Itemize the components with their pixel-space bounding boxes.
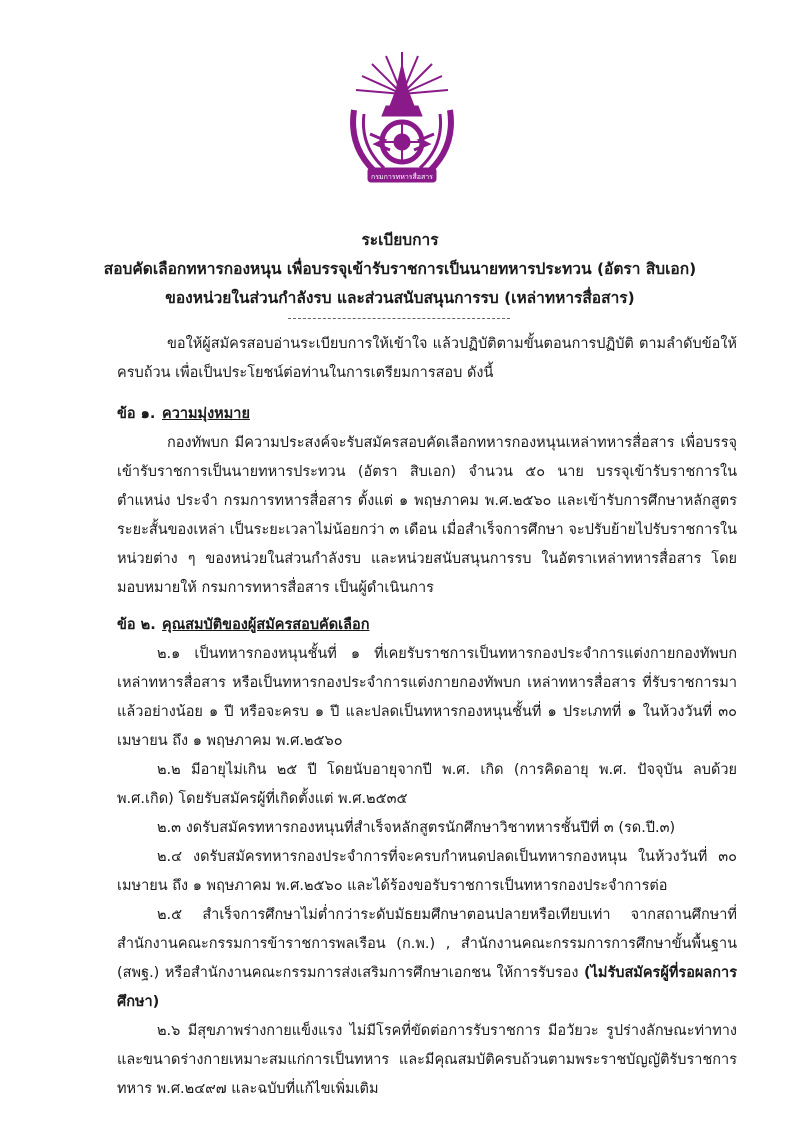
section-2-number: ข้อ ๒. (117, 617, 156, 633)
section-2-item-5-note: (ไม่รับสมัครผู้ที่รอผลการศึกษา) (117, 965, 737, 1010)
section-2-item-3: ๒.๓ งดรับสมัครทหารกองหนุนที่สำเร็จหลักสูตรนักศึกษาวิชาทหารชั้นปีที่ ๓ (รด.ปี.๓) (157, 820, 676, 836)
section-1-heading (117, 400, 737, 429)
emblem-logo (340, 50, 465, 190)
section-2-item-5-text: ๒.๕ สำเร็จการศึกษาไม่ต่ำกว่าระดับมัธยมศึกษาตอนปลายหรือเทียบเท่า จากสถานศึกษาที่สำนักงานคณะกรรมการข้าราชการพลเรือน (ก.พ.) , สำนักงานคณะกรรมการการศึกษาขั้นพื้นฐาน (สพฐ.) หรือสำนักงานคณะกรรมการส่งเสริมการศึกษาเอกชน ให้การรับรอง (117, 907, 737, 981)
section-1-text: กองทัพบก มีความประสงค์จะรับสมัครสอบคัดเลือกทหารกองหนุนเหล่าทหารสื่อสาร เพื่อบรรจุเข้ารับราชการเป็นนายทหารประทวน (อัตรา สิบเอก) จำนวน ๕๐ นาย บรรจุเข้ารับราชการในตำแหน่ง ประจำ กรมการทหารสื่อสาร ตั้งแต่ ๑ พฤษภาคม พ.ศ.๒๕๖๐ และเข้ารับการศึกษาหลักสูตรระยะสั้นของเหล่า เป็นระยะเวลาไม่น้อยกว่า ๓ เดือน เมื่อสำเร็จการศึกษา จะปรับย้ายไปรับราชการในหน่วยต่าง ๆ ของหน่วยในส่วนกำลังรบ และหน่วยสนับสนุนการรบ ในอัตราเหล่าทหารสื่อสาร โดยมอบหมายให้ กรมการทหารสื่อสาร เป็นผู้ดำเนินการ (117, 435, 737, 596)
section-2-heading (117, 611, 737, 640)
section-2-item-2: ๒.๒ มีอายุไม่เกิน ๒๕ ปี โดยนับอายุจากปี พ.ศ. เกิด (การคิดอายุ พ.ศ. ปัจจุบัน ลบด้วย พ.ศ.เกิด) โดยรับสมัครผู้ที่เกิดตั้งแต่ พ.ศ.๒๕๓๕ (117, 762, 737, 807)
title-block (60, 226, 740, 313)
title-line-1: ระเบียบการ (361, 231, 439, 249)
title-line-3: ของหน่วยในส่วนกำลังรบ และส่วนสนับสนุนการรบ (เหล่าทหารสื่อสาร) (165, 289, 635, 307)
section-2-item-1: ๒.๑ เป็นทหารกองหนุนชั้นที่ ๑ ที่เคยรับราชการเป็นทหารกองประจำการแต่งกายกองทัพบก เหล่าทหารสื่อสาร หรือเป็นทหารกองประจำการแต่งกายกองทัพบก เหล่าทหารสื่อสาร ที่รับราชการมาแล้วอย่างน้อย ๑ ปี หรือจะครบ ๑ ปี และปลดเป็นทหารกองหนุนชั้นที่ ๑ ประเภทที่ ๑ ในห้วงวันที่ ๓๐ เมษายน ถึง ๑ พฤษภาคม พ.ศ.๒๕๖๐ (117, 646, 737, 749)
section-1-number: ข้อ ๑. (117, 406, 156, 422)
section-2-item-4: ๒.๔ งดรับสมัครทหารกองประจำการที่จะครบกำหนดปลดเป็นทหารกองหนุน ในห้วงวันที่ ๓๐ เมษายน ถึง ๑ พฤษภาคม พ.ศ.๒๕๖๐ และได้ร้องขอรับราชการเป็นทหารกองประจำการต่อ (117, 849, 737, 894)
intro-paragraph: ขอให้ผู้สมัครสอบอ่านระเบียบการให้เข้าใจ แล้วปฏิบัติตามขั้นตอนการปฏิบัติ ตามลำดับข้อให้ครบถ้วน เพื่อเป็นประโยชน์ต่อท่านในการเตรียมการสอบ ดังนี้ (117, 336, 737, 381)
document-body (117, 330, 737, 1104)
divider (288, 318, 510, 319)
emblem-icon (340, 50, 465, 190)
section-2-item-5 (117, 901, 737, 1017)
title-line-2: สอบคัดเลือกทหารกองหนุน เพื่อบรรจุเข้ารับราชการเป็นนายทหารประทวน (อัตรา สิบเอก) (103, 260, 697, 278)
emblem-text: กรมการทหารสื่อสาร (371, 173, 433, 181)
section-1-label: ความมุ่งหมาย (162, 406, 250, 422)
section-2-label: คุณสมบัติของผู้สมัครสอบคัดเลือก (162, 617, 370, 633)
section-2-item-6: ๒.๖ มีสุขภาพร่างกายแข็งแรง ไม่มีโรคที่ขัดต่อการรับราชการ มีอวัยวะ รูปร่างลักษณะท่าทางและขนาดร่างกายเหมาะสมแก่การเป็นทหาร และมีคุณสมบัติครบถ้วนตามพระราชบัญญัติรับราชการทหาร พ.ศ.๒๔๙๗ และฉบับที่แก้ไขเพิ่มเติม (117, 1023, 737, 1097)
